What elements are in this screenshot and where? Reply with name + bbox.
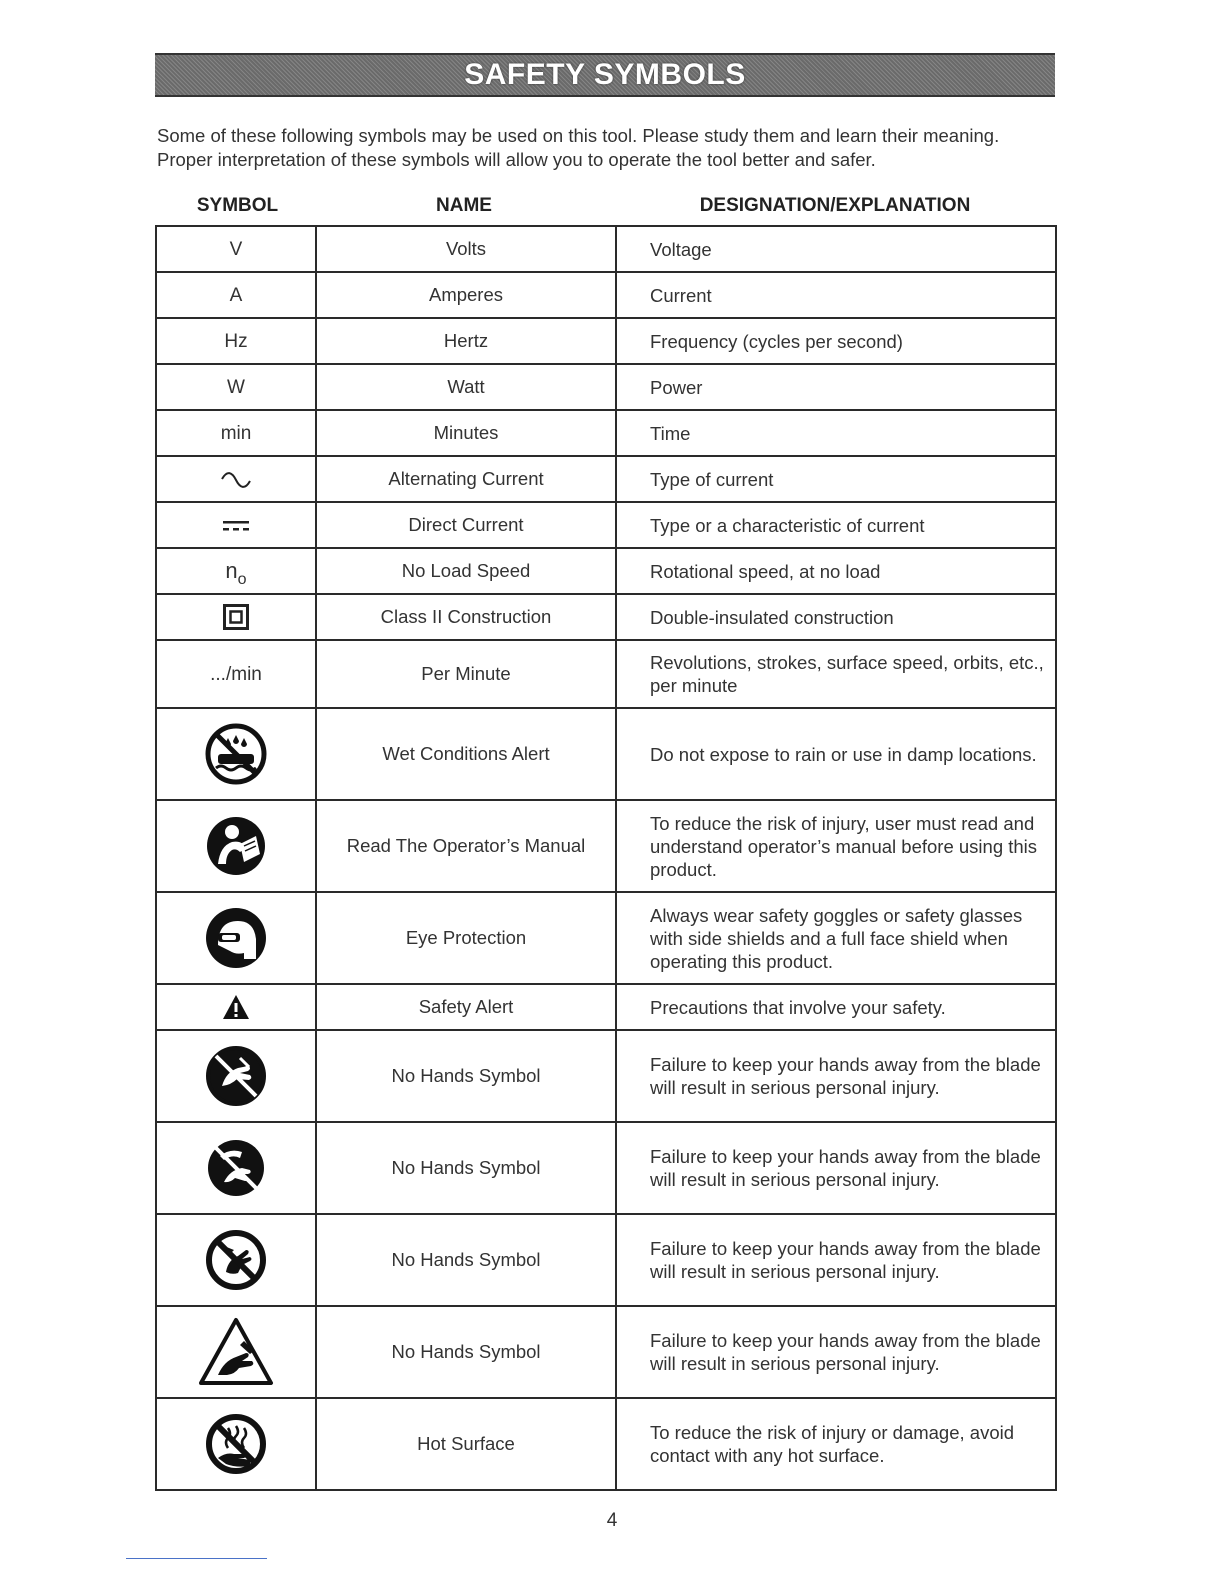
symbol-cell xyxy=(156,502,316,548)
designation-cell: To reduce the risk of injury or damage, avoid contact with any hot surface. xyxy=(616,1398,1056,1490)
table-row xyxy=(156,364,1056,410)
table-row xyxy=(156,708,1056,800)
designation-cell: Frequency (cycles per second) xyxy=(616,318,1056,364)
name-cell: No Hands Symbol xyxy=(316,1214,616,1306)
column-header-designation: DESIGNATION/EXPLANATION xyxy=(699,195,971,216)
designation-cell: Rotational speed, at no load xyxy=(616,548,1056,594)
designation-cell: Current xyxy=(616,272,1056,318)
table-row xyxy=(156,1030,1056,1122)
designation-cell: Revolutions, strokes, surface speed, orbits, etc., per minute xyxy=(616,640,1056,708)
symbol-text: Hz xyxy=(224,330,248,352)
table-row xyxy=(156,410,1056,456)
table-row xyxy=(156,1122,1056,1214)
page-title: SAFETY SYMBOLS xyxy=(464,58,746,91)
safety-alert-icon xyxy=(221,993,251,1021)
symbol-text: min xyxy=(220,422,252,444)
table-row xyxy=(156,1306,1056,1398)
name-cell: Alternating Current xyxy=(316,456,616,502)
no-hands-icon xyxy=(204,1044,268,1108)
designation-cell: Time xyxy=(616,410,1056,456)
symbol-text: A xyxy=(229,284,243,306)
symbol-cell xyxy=(156,1398,316,1490)
symbol-cell xyxy=(156,892,316,984)
column-headers xyxy=(155,195,1055,219)
symbol-text: V xyxy=(229,238,243,260)
designation-cell: Type of current xyxy=(616,456,1056,502)
direct-current-icon xyxy=(219,519,253,533)
hot-surface-icon xyxy=(204,1412,268,1476)
symbol-cell xyxy=(156,364,316,410)
name-cell: No Hands Symbol xyxy=(316,1122,616,1214)
table-row xyxy=(156,640,1056,708)
symbol-text: .../min xyxy=(210,663,262,685)
symbol-text: W xyxy=(227,376,245,398)
table-row xyxy=(156,226,1056,272)
hand-warning-triangle-icon xyxy=(198,1317,274,1387)
symbol-cell xyxy=(156,548,316,594)
designation-cell: Failure to keep your hands away from the blade will result in serious personal injury. xyxy=(616,1122,1056,1214)
name-cell: No Hands Symbol xyxy=(316,1306,616,1398)
read-manual-icon xyxy=(204,814,268,878)
symbol-subscript: o xyxy=(237,571,247,588)
safety-symbols-table xyxy=(155,225,1057,1491)
name-cell: Wet Conditions Alert xyxy=(316,708,616,800)
table-row xyxy=(156,272,1056,318)
symbol-cell xyxy=(156,410,316,456)
symbol-cell xyxy=(156,1306,316,1398)
column-header-symbol: SYMBOL xyxy=(196,195,279,216)
name-cell: Class II Construction xyxy=(316,594,616,640)
designation-cell: Type or a characteristic of current xyxy=(616,502,1056,548)
symbol-cell xyxy=(156,1030,316,1122)
table-row xyxy=(156,502,1056,548)
symbol-cell xyxy=(156,594,316,640)
table-row xyxy=(156,800,1056,892)
footer-rule xyxy=(126,1558,267,1559)
table-row xyxy=(156,984,1056,1030)
intro-paragraph: Some of these following symbols may be used on this tool. Please study them and learn their meaning. Proper interpretation of these symbols will allow you to operate the tool better and safer. xyxy=(157,125,1000,170)
designation-cell: Precautions that involve your safety. xyxy=(616,984,1056,1030)
designation-cell: Always wear safety goggles or safety glasses with side shields and a full face shield when operating this product. xyxy=(616,892,1056,984)
name-cell: Read The Operator’s Manual xyxy=(316,800,616,892)
wet-conditions-icon xyxy=(204,722,268,786)
table-row xyxy=(156,548,1056,594)
symbol-text: n xyxy=(225,558,238,583)
symbol-cell xyxy=(156,318,316,364)
name-cell: Watt xyxy=(316,364,616,410)
designation-cell: Failure to keep your hands away from the blade will result in serious personal injury. xyxy=(616,1214,1056,1306)
table-row xyxy=(156,892,1056,984)
name-cell: No Load Speed xyxy=(316,548,616,594)
name-cell: Minutes xyxy=(316,410,616,456)
name-cell: Volts xyxy=(316,226,616,272)
designation-cell: To reduce the risk of injury, user must read and understand operator’s manual before using this product. xyxy=(616,800,1056,892)
symbol-cell xyxy=(156,456,316,502)
name-cell: Eye Protection xyxy=(316,892,616,984)
symbol-cell xyxy=(156,640,316,708)
symbol-cell xyxy=(156,708,316,800)
class-ii-construction-icon xyxy=(223,604,249,630)
symbol-cell xyxy=(156,1214,316,1306)
designation-cell: Failure to keep your hands away from the blade will result in serious personal injury. xyxy=(616,1306,1056,1398)
designation-cell: Do not expose to rain or use in damp locations. xyxy=(616,708,1056,800)
table-row xyxy=(156,1214,1056,1306)
table-row xyxy=(156,594,1056,640)
symbol-cell xyxy=(156,800,316,892)
eye-protection-icon xyxy=(204,905,268,971)
title-banner xyxy=(155,53,1055,97)
designation-cell: Power xyxy=(616,364,1056,410)
no-hands-icon xyxy=(204,1136,268,1200)
column-header-name: NAME xyxy=(436,195,492,216)
name-cell: No Hands Symbol xyxy=(316,1030,616,1122)
symbol-cell xyxy=(156,1122,316,1214)
name-cell: Per Minute xyxy=(316,640,616,708)
designation-cell: Voltage xyxy=(616,226,1056,272)
symbol-cell xyxy=(156,226,316,272)
page-number: 4 xyxy=(606,1510,618,1531)
designation-cell: Double-insulated construction xyxy=(616,594,1056,640)
no-hands-icon xyxy=(204,1228,268,1292)
alternating-current-icon xyxy=(219,470,253,490)
table-row xyxy=(156,456,1056,502)
symbol-cell xyxy=(156,272,316,318)
symbol-cell xyxy=(156,984,316,1030)
name-cell: Hot Surface xyxy=(316,1398,616,1490)
name-cell: Hertz xyxy=(316,318,616,364)
name-cell: Amperes xyxy=(316,272,616,318)
table-row xyxy=(156,1398,1056,1490)
name-cell: Direct Current xyxy=(316,502,616,548)
table-row xyxy=(156,318,1056,364)
designation-cell: Failure to keep your hands away from the blade will result in serious personal injury. xyxy=(616,1030,1056,1122)
name-cell: Safety Alert xyxy=(316,984,616,1030)
